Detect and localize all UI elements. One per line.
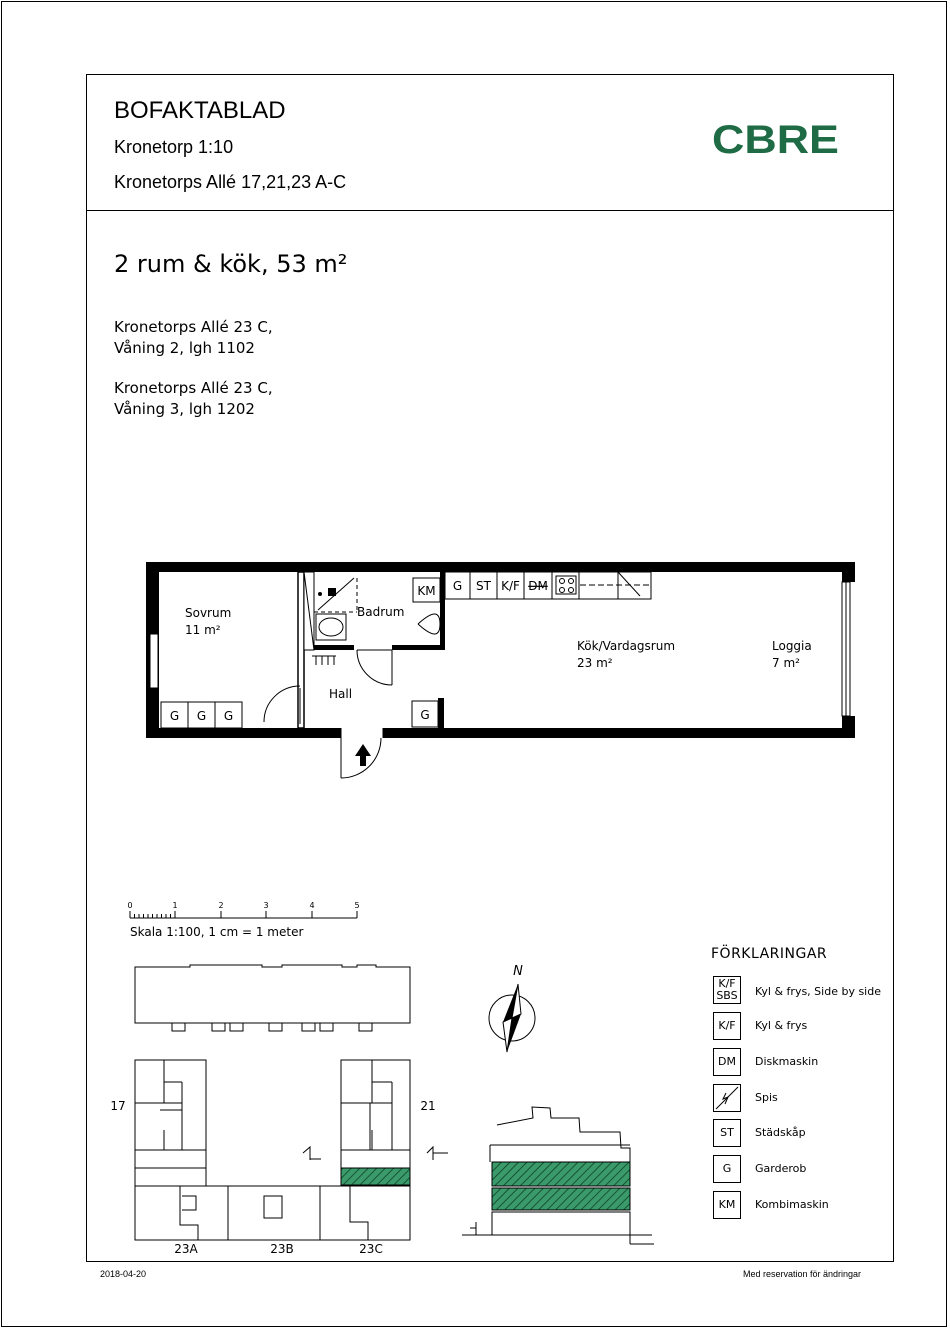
cbre-logo: CBRE: [712, 118, 839, 162]
scale-label: Skala 1:100, 1 cm = 1 meter: [130, 925, 304, 939]
legend-text: Städskåp: [755, 1126, 806, 1139]
fixture-label: G: [196, 709, 207, 723]
location-line: Kronetorps Allé 23 C,: [114, 318, 273, 336]
legend-code: G: [713, 1155, 741, 1183]
fixture-label: DM: [528, 579, 548, 593]
fixture-label: ST: [476, 579, 491, 593]
legend-code: K/F: [713, 1012, 741, 1040]
legend-code: ST: [713, 1119, 741, 1147]
scale-tick-label: 3: [263, 901, 269, 910]
room-name: Badrum: [357, 605, 405, 619]
fixture-label: KM: [417, 584, 436, 598]
compass-north-label: N: [513, 964, 523, 979]
legend-text: Garderob: [755, 1162, 807, 1175]
fixture-label: G: [223, 709, 234, 723]
room-name: Hall: [329, 687, 353, 701]
stove-icon: [713, 1084, 741, 1112]
room-name: Kök/Vardagsrum: [577, 639, 676, 653]
room-area: 11 m²: [185, 623, 221, 637]
legend-text: Kyl & frys: [755, 1019, 808, 1032]
scale-tick-label: 0: [127, 901, 133, 910]
scale-tick-label: 1: [172, 901, 178, 910]
fixture-label: G: [452, 579, 463, 593]
building-label: 17: [110, 1099, 126, 1113]
document-title: BOFAKTABLAD: [114, 97, 286, 124]
legend-code-text: K/F SBS: [716, 977, 738, 1002]
room-name: Sovrum: [185, 606, 232, 620]
building-label: 21: [420, 1099, 436, 1113]
legend-text: Spis: [755, 1091, 778, 1104]
legend-text: Kyl & frys, Side by side: [755, 985, 881, 998]
legend-code: [713, 976, 741, 1004]
scale-tick-label: 4: [309, 901, 315, 910]
room-area: 7 m²: [772, 656, 800, 670]
building-label: 23B: [270, 1242, 294, 1256]
room-area: 23 m²: [577, 656, 613, 670]
fixture-label: K/F: [501, 579, 520, 593]
location-line: Våning 3, lgh 1202: [114, 400, 255, 418]
fixture-label: G: [420, 708, 430, 722]
location-line: Våning 2, lgh 1102: [114, 339, 255, 357]
location-line: Kronetorps Allé 23 C,: [114, 379, 273, 397]
building-label: 23C: [359, 1242, 383, 1256]
room-name: Loggia: [772, 639, 812, 653]
scale-tick-label: 2: [218, 901, 224, 910]
scale-tick-label: 5: [354, 901, 360, 910]
property-address: Kronetorps Allé 17,21,23 A-C: [114, 172, 347, 192]
document-date: 2018-04-20: [100, 1269, 147, 1279]
legend-code: DM: [713, 1048, 741, 1076]
fixture-label: G: [169, 709, 180, 723]
property-name: Kronetorp 1:10: [114, 137, 234, 157]
building-label: 23A: [174, 1242, 198, 1256]
legend-code: KM: [713, 1191, 741, 1219]
legend-title: FÖRKLARINGAR: [711, 946, 828, 962]
reservation-note: Med reservation för ändringar: [743, 1269, 862, 1279]
apartment-title: 2 rum & kök, 53 m²: [114, 250, 348, 278]
legend-text: Kombimaskin: [755, 1198, 829, 1211]
legend-text: Diskmaskin: [755, 1055, 819, 1068]
